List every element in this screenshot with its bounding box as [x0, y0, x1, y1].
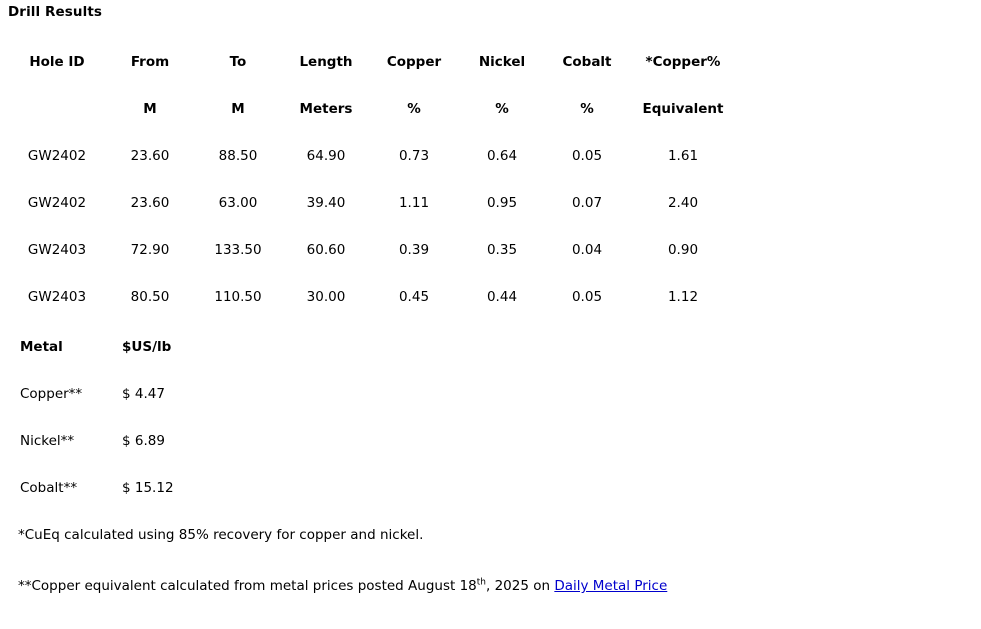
metal-prices-table — [8, 323, 242, 511]
cell-metal-name: Copper** — [20, 385, 83, 402]
cell-from: 23.60 — [130, 194, 170, 211]
cell-cobalt: 0.07 — [571, 194, 603, 211]
cell-hole-id: GW2403 — [27, 241, 87, 258]
unit-header-to: M — [231, 100, 245, 117]
cell-to: 88.50 — [218, 147, 258, 164]
table-row — [8, 273, 738, 320]
unit-header-from: M — [143, 100, 157, 117]
cell-nickel: 0.35 — [486, 241, 518, 258]
unit-header-copper-equivalent: Equivalent — [642, 100, 724, 117]
cell-length: 39.40 — [306, 194, 346, 211]
cell-to: 63.00 — [218, 194, 258, 211]
cell-copper: 1.11 — [398, 194, 430, 211]
cell-metal-price: $ 15.12 — [122, 479, 174, 496]
table-row — [8, 179, 738, 226]
cell-length: 60.60 — [306, 241, 346, 258]
daily-metal-price-link[interactable]: Daily Metal Price — [554, 578, 668, 594]
cell-from: 80.50 — [130, 288, 170, 305]
cell-length: 30.00 — [306, 288, 346, 305]
footnote-text-part-2: , 2025 on — [485, 578, 555, 594]
footnote-text-part-1: **Copper equivalent calculated from metal prices posted August 18 — [18, 578, 477, 594]
footnote-cueq: *CuEq calculated using 85% recovery for copper and nickel. — [18, 527, 424, 543]
table-row — [8, 417, 242, 464]
cell-metal-price: $ 4.47 — [122, 385, 165, 402]
unit-header-length: Meters — [299, 100, 353, 117]
cell-metal-name: Nickel** — [20, 432, 75, 449]
column-header-length: Length — [299, 53, 353, 70]
column-header-price: $US/lb — [122, 338, 172, 355]
column-header-metal: Metal — [20, 338, 63, 355]
column-header-cobalt: Cobalt — [562, 53, 612, 70]
unit-header-copper: % — [407, 100, 421, 117]
cell-to: 110.50 — [214, 288, 262, 305]
cell-nickel: 0.95 — [486, 194, 518, 211]
cell-cobalt: 0.04 — [571, 241, 603, 258]
metal-header-row — [8, 323, 242, 370]
cell-hole-id: GW2403 — [27, 288, 87, 305]
column-header-to: To — [229, 53, 247, 70]
cell-metal-name: Cobalt** — [20, 479, 78, 496]
cell-to: 133.50 — [214, 241, 262, 258]
cell-from: 72.90 — [130, 241, 170, 258]
cell-copper: 0.45 — [398, 288, 430, 305]
table-header-row-units — [8, 85, 738, 132]
table-row — [8, 132, 738, 179]
table-header-row-primary — [8, 38, 738, 85]
footnote-metal-prices — [18, 578, 718, 595]
table-row — [8, 226, 738, 273]
cell-copper-equivalent: 1.61 — [667, 147, 699, 164]
cell-copper: 0.73 — [398, 147, 430, 164]
column-header-from: From — [130, 53, 170, 70]
column-header-hole-id: Hole ID — [29, 53, 85, 70]
cell-length: 64.90 — [306, 147, 346, 164]
unit-header-nickel: % — [495, 100, 509, 117]
cell-copper-equivalent: 1.12 — [667, 288, 699, 305]
column-header-copper-equivalent: *Copper% — [645, 53, 721, 70]
page-title: Drill Results — [8, 4, 103, 20]
cell-metal-price: $ 6.89 — [122, 432, 165, 449]
cell-hole-id: GW2402 — [27, 147, 87, 164]
unit-header-hole-id — [8, 85, 106, 132]
cell-copper: 0.39 — [398, 241, 430, 258]
cell-cobalt: 0.05 — [571, 147, 603, 164]
drill-results-table — [8, 38, 738, 320]
cell-nickel: 0.44 — [486, 288, 518, 305]
column-header-copper: Copper — [386, 53, 442, 70]
cell-copper-equivalent: 0.90 — [667, 241, 699, 258]
cell-copper-equivalent: 2.40 — [667, 194, 699, 211]
cell-from: 23.60 — [130, 147, 170, 164]
cell-nickel: 0.64 — [486, 147, 518, 164]
footnote-ordinal-suffix: th — [476, 577, 486, 588]
table-row — [8, 370, 242, 417]
unit-header-cobalt: % — [580, 100, 594, 117]
cell-cobalt: 0.05 — [571, 288, 603, 305]
cell-hole-id: GW2402 — [27, 194, 87, 211]
column-header-nickel: Nickel — [478, 53, 526, 70]
table-row — [8, 464, 242, 511]
